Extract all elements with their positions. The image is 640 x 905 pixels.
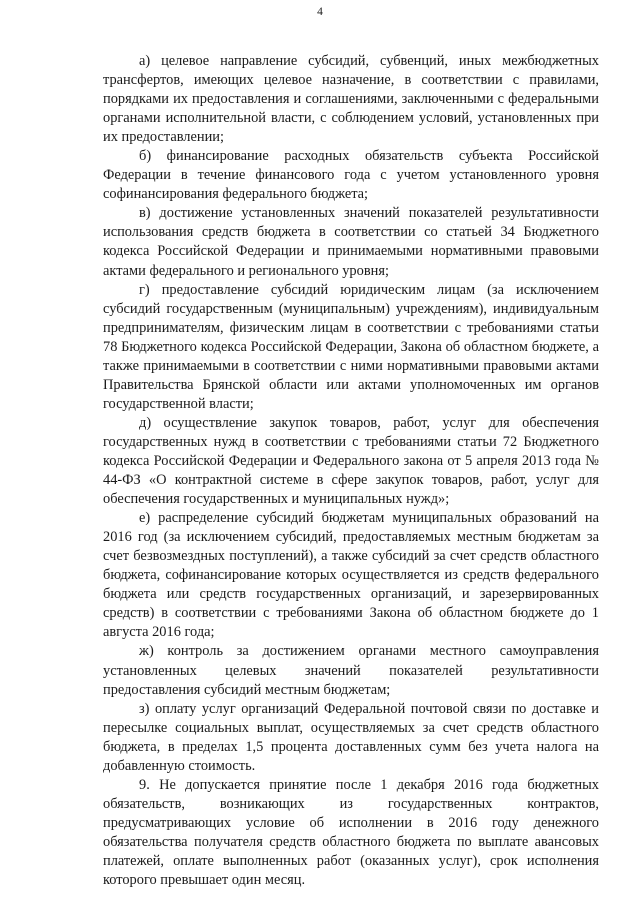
- paragraph-e: е) распределение субсидий бюджетам муниципальных образований на 2016 год (за исключением субсидий, предоставляемых местным бюджетам за счет безвозмездных поступлений), а также субсидий за счет средств областного бюджета, софинансирование которых осуществляется из средств федерального бюджета или средств государственных организаций, и зарезервированных средств) в соответствии с требованиями Закона об областном бюджете до 1 августа 2016 года;: [103, 510, 599, 641]
- document-body: [103, 52, 599, 890]
- paragraph-g: г) предоставление субсидий юридическим лицам (за исключением субсидий государственным (муниципальным) учреждениям), индивидуальным предпринимателям, физическим лицам в соответствии с требованиями статьи 78 Бюджетного кодекса Российской Федерации, Закона об областном бюджете, а также принимаемыми в соответствии с ними нормативными правовыми актами Правительства Брянской области или актами уполномоченных им органов государственной власти;: [103, 281, 599, 412]
- paragraph-b: б) финансирование расходных обязательств субъекта Российской Федерации в течение финансового года с учетом установленного уровня софинансирования федерального бюджета;: [103, 148, 599, 203]
- paragraph-v: в) достижение установленных значений показателей результативности использования средств бюджета в соответствии со статьей 34 Бюджетного кодекса Российской Федерации и принимаемыми нормативными правовыми актами федерального и регионального уровня;: [103, 205, 599, 279]
- page-number: 4: [317, 6, 323, 18]
- paragraph-z: з) оплату услуг организаций Федеральной почтовой связи по доставке и пересылке социальных выплат, осуществляемых за счет средств областного бюджета, в пределах 1,5 процента доставленных сумм без учета налога на добавленную стоимость.: [103, 700, 599, 774]
- paragraph-d: д) осуществление закупок товаров, работ, услуг для обеспечения государственных нужд в соответствии с требованиями статьи 72 Бюджетного кодекса Российской Федерации и Федерального закона от 5 апреля 2013 года № 44-ФЗ «О контрактной системе в сфере закупок товаров, работ, услуг для обеспечения государственных и муниципальных нужд»;: [103, 414, 599, 508]
- paragraph-zh: ж) контроль за достижением органами местного самоуправления установленных целевых значений показателей результативности предоставления субсидий местным бюджетам;: [103, 643, 599, 698]
- paragraph-a: а) целевое направление субсидий, субвенций, иных межбюджетных трансфертов, имеющих целевое назначение, в соответствии с правилами, порядками их предоставления и соглашениями, заключенными с федеральными органами исполнительной власти, с соблюдением условий, установленных при их предоставлении;: [103, 53, 599, 146]
- paragraph-9: 9. Не допускается принятие после 1 декабря 2016 года бюджетных обязательств, возникающих из государственных контрактов, предусматривающих условие об исполнении в 2016 году денежного обязательства получателя средств областного бюджета по выплате авансовых платежей, оплате выполненных работ (оказанных услуг), срок исполнения которого превышает один месяц.: [103, 776, 599, 889]
